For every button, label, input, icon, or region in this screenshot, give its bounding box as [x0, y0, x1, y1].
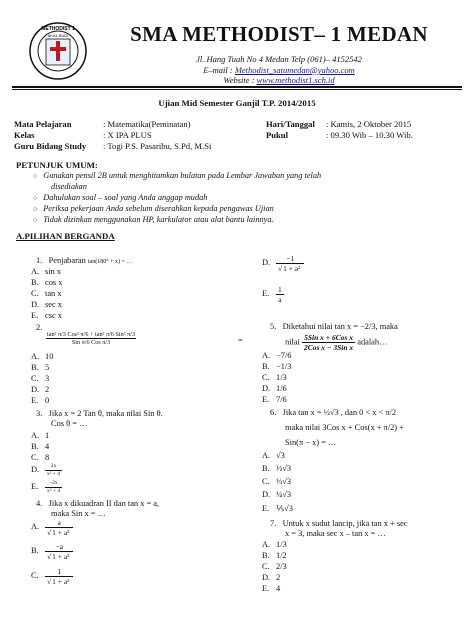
petunjuk-item: ○ Dahulukan soal – soal yang Anda anggap mudah	[33, 193, 208, 202]
question-2: tan² π/3 Cos² π/6 + tan² π/6 Sin² π/3 Sin π/6 Cos π/3	[47, 331, 136, 346]
email-label: E–mail :	[203, 65, 235, 75]
school-logo	[28, 21, 88, 81]
q3-option-a[interactable]: A. 1	[31, 431, 50, 440]
q1-option-a[interactable]: A. sin x	[31, 267, 62, 276]
website-link[interactable]: www.methodist1.sch.id	[256, 75, 335, 85]
q5-option-e[interactable]: E. 7/6	[262, 395, 287, 404]
guru-label: Guru Bidang Study	[14, 141, 87, 151]
question-6-cont2: Sin(π − x) = …	[285, 438, 337, 447]
email-link[interactable]: Methodist_satumedan@yahoo.com	[234, 65, 355, 75]
mapel-value: : Matematika(Peminatan)	[103, 119, 191, 129]
q6-option-d[interactable]: D. ¼√3	[262, 490, 292, 499]
hari-value: : Kamis, 2 Oktober 2015	[326, 119, 412, 129]
petunjuk-item: ○ Periksa pekerjaan Anda sebelum diserahkan kepada pengawas Ujian	[33, 204, 274, 213]
school-name: SMA METHODIST– 1 MEDAN	[130, 22, 428, 46]
q7-option-d[interactable]: D. 2	[262, 573, 281, 582]
petunjuk-title: PETUNJUK UMUM:	[16, 160, 98, 170]
petunjuk-item: ○ Gunakan pensil 2B untuk menghitamkan bulatan pada Lembar Jawaban yang telah	[33, 171, 322, 180]
question-2-number: 2.	[36, 323, 43, 332]
q2-option-a[interactable]: A. 10	[31, 352, 54, 361]
q1-option-b[interactable]: B. cos x	[31, 278, 63, 287]
q6-option-b[interactable]: B. ½√3	[262, 464, 292, 473]
kelas-value: : X IPA PLUS	[103, 130, 152, 140]
q3-option-b[interactable]: B. 4	[31, 442, 50, 451]
question-4-cont: maka Sin x = …	[51, 509, 106, 518]
q7-option-a[interactable]: A. 1/3	[262, 540, 287, 549]
question-3-cont: Cos θ = …	[51, 419, 88, 428]
q2-option-b[interactable]: B. 5	[31, 363, 50, 372]
pukul-value: : 09.30 Wib – 10.30 Wib.	[326, 130, 413, 140]
question-1: 1. Penjabaran tan(180° + x) = …	[36, 256, 133, 265]
q6-option-e[interactable]: E. ⅕√3	[262, 504, 293, 513]
question-7: 7. Untuk x sudut lancip, jika tan x + sec	[270, 519, 408, 528]
question-6-cont: maka nilai 3Cos x + Cos(x + π/2) +	[285, 423, 404, 432]
q6-option-c[interactable]: C. ⅓√3	[262, 477, 292, 486]
q2-option-d[interactable]: D. 2	[31, 385, 50, 394]
petunjuk-item-cont: disediakan	[51, 182, 87, 191]
q7-option-c[interactable]: C. 2/3	[262, 562, 287, 571]
hari-label: Hari/Tanggal	[266, 119, 315, 129]
q1-option-e[interactable]: E. csc x	[31, 311, 62, 320]
petunjuk-item: ○ Tidak dizinkan menggunakan HP, karkulator atau alat bantu lainnya.	[33, 215, 274, 224]
q7-option-e[interactable]: E. 4	[262, 584, 281, 593]
q4-option-a[interactable]: A. $\frac{a}{\text{√1 + a²}}$	[31, 518, 73, 537]
q4-option-e[interactable]: E. $\frac{1}{a}$	[262, 285, 282, 304]
header-divider	[12, 86, 462, 88]
logo-text-top: METHODIST 1	[41, 26, 75, 32]
q5-option-b[interactable]: B. −1/3	[262, 362, 292, 371]
question-5-cont: nilai $\frac{\text{5Sin x + 6Cos x}}{\text{2Cos x − 3Sin x}}$ adalah…	[285, 333, 388, 352]
mapel-label: Mata Pelajaran	[14, 119, 72, 129]
logo-text-bottom: AKAL BUDI	[47, 33, 69, 38]
section-title: A.PILIHAN BERGANDA	[16, 231, 115, 241]
school-address: Jl. Hang Tuah No 4 Medan Telp (061)– 4152542	[196, 54, 362, 64]
question-6: 6. Jika tan x = ½√3 , dan 0 < x < π/2	[270, 408, 397, 417]
pukul-label: Pukul	[266, 130, 288, 140]
question-4: 4. Jika x dikuadran II dan tan x = a,	[36, 499, 160, 508]
q6-option-a[interactable]: A. √3	[262, 451, 285, 460]
kelas-label: Kelas	[14, 130, 35, 140]
q5-option-a[interactable]: A. −7/6	[262, 351, 292, 360]
q4-option-b[interactable]: B. $\frac{-a}{\text{√1 + a²}}$	[31, 542, 73, 561]
q3-option-e[interactable]: E. $\frac{-2x}{\text{x² + 4}}$	[31, 480, 61, 494]
q5-option-c[interactable]: C. 1/3	[262, 373, 287, 382]
question-5: 5. Diketahui nilai tan x = −2/3, maka	[270, 322, 398, 331]
q4-option-d[interactable]: D. $\frac{-1}{\text{√1 + a²}}$	[262, 254, 304, 273]
question-3: 3. Jika x = 2 Tan θ, maka nilai Sin θ.	[36, 409, 163, 418]
q2-option-c[interactable]: C. 3	[31, 374, 50, 383]
q1-option-c[interactable]: C. tan x	[31, 289, 62, 298]
guru-value: : Togi P.S. Pasaribu, S.Pd, M.Si	[103, 141, 212, 151]
exam-title: Ujian Mid Semester Ganjil T.P. 2014/2015	[158, 98, 316, 108]
q4-option-c[interactable]: C. $\frac{1}{\text{√1 + a²}}$	[31, 567, 73, 586]
q2-equals: =	[238, 336, 243, 345]
website-label: Website :	[223, 75, 257, 85]
question-7-cont: x = 3, maka sec x – tan x = …	[285, 529, 386, 538]
school-email-line	[104, 65, 454, 75]
q3-option-d[interactable]: D. $\frac{2x}{\text{x² + 4}}$	[31, 463, 61, 477]
q1-option-d[interactable]: D. sec x	[31, 300, 62, 309]
q3-option-c[interactable]: C. 8	[31, 453, 50, 462]
q7-option-b[interactable]: B. 1/2	[262, 551, 287, 560]
header-divider-thin	[12, 89, 462, 90]
q2-option-e[interactable]: E. 0	[31, 396, 50, 405]
q5-option-d[interactable]: D. 1/6	[262, 384, 287, 393]
school-website-line	[104, 75, 454, 85]
